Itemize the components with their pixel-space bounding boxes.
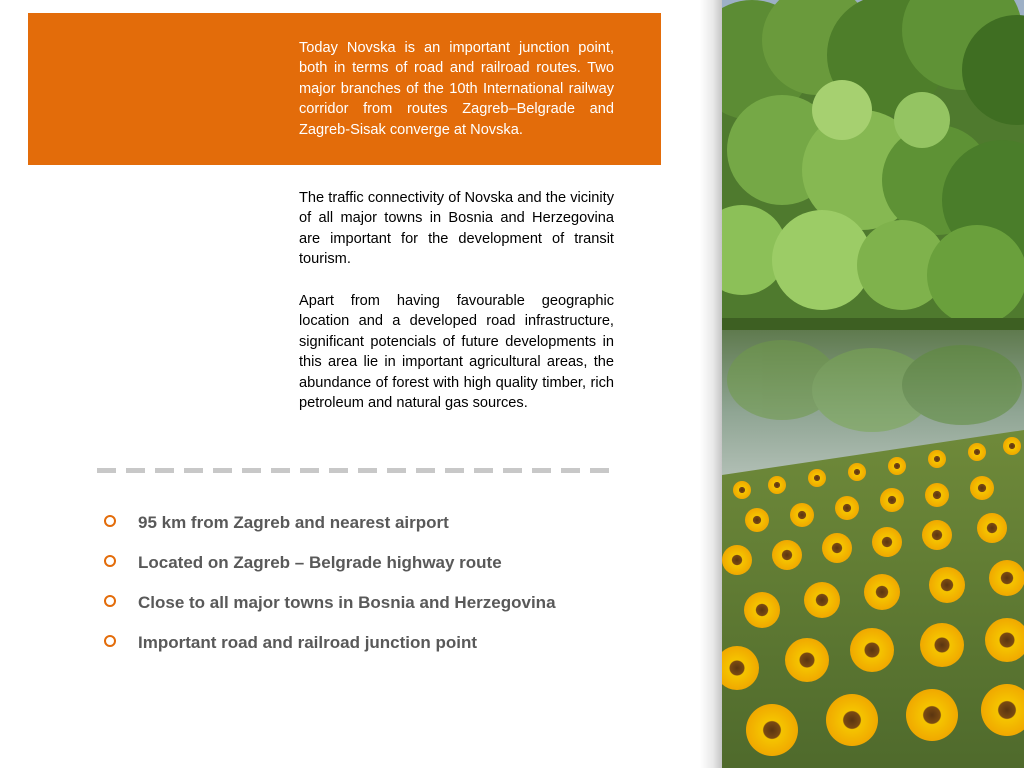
bullet-text: Located on Zagreb – Belgrade highway route [138, 553, 502, 572]
lake-reflection [727, 340, 1022, 432]
forest-canopy [722, 0, 1024, 330]
potential-paragraph: Apart from having favourable geographic location and a developed road infrastructure, significant potencials of future developments in this area lie in important agricultural areas, the abundance of forest with high quality timber, rich petroleum and natural gas sources. [299, 293, 614, 412]
bullet-text: 95 km from Zagreb and nearest airport [138, 513, 449, 532]
bullet-text: Close to all major towns in Bosnia and Herzegovina [138, 593, 556, 612]
circle-bullet-icon [104, 595, 116, 607]
dashed-divider [97, 468, 616, 473]
photo-edge-shadow [700, 0, 722, 768]
circle-bullet-icon [104, 635, 116, 647]
intro-paragraph: Today Novska is an important junction point, both in terms of road and railroad routes. Two major branches of the 10th International railway corridor from routes Zagreb–Belgrade and Zagreb-Sisak converge at Novska. [299, 40, 614, 138]
circle-bullet-icon [104, 555, 116, 567]
landscape-photo [722, 0, 1024, 768]
bullet-text: Important road and railroad junction point [138, 633, 478, 652]
circle-bullet-icon [104, 515, 116, 527]
connectivity-paragraph: The traffic connectivity of Novska and the vicinity of all major towns in Bosnia and Herzegovina are important for the development of transit tourism. [299, 190, 614, 268]
